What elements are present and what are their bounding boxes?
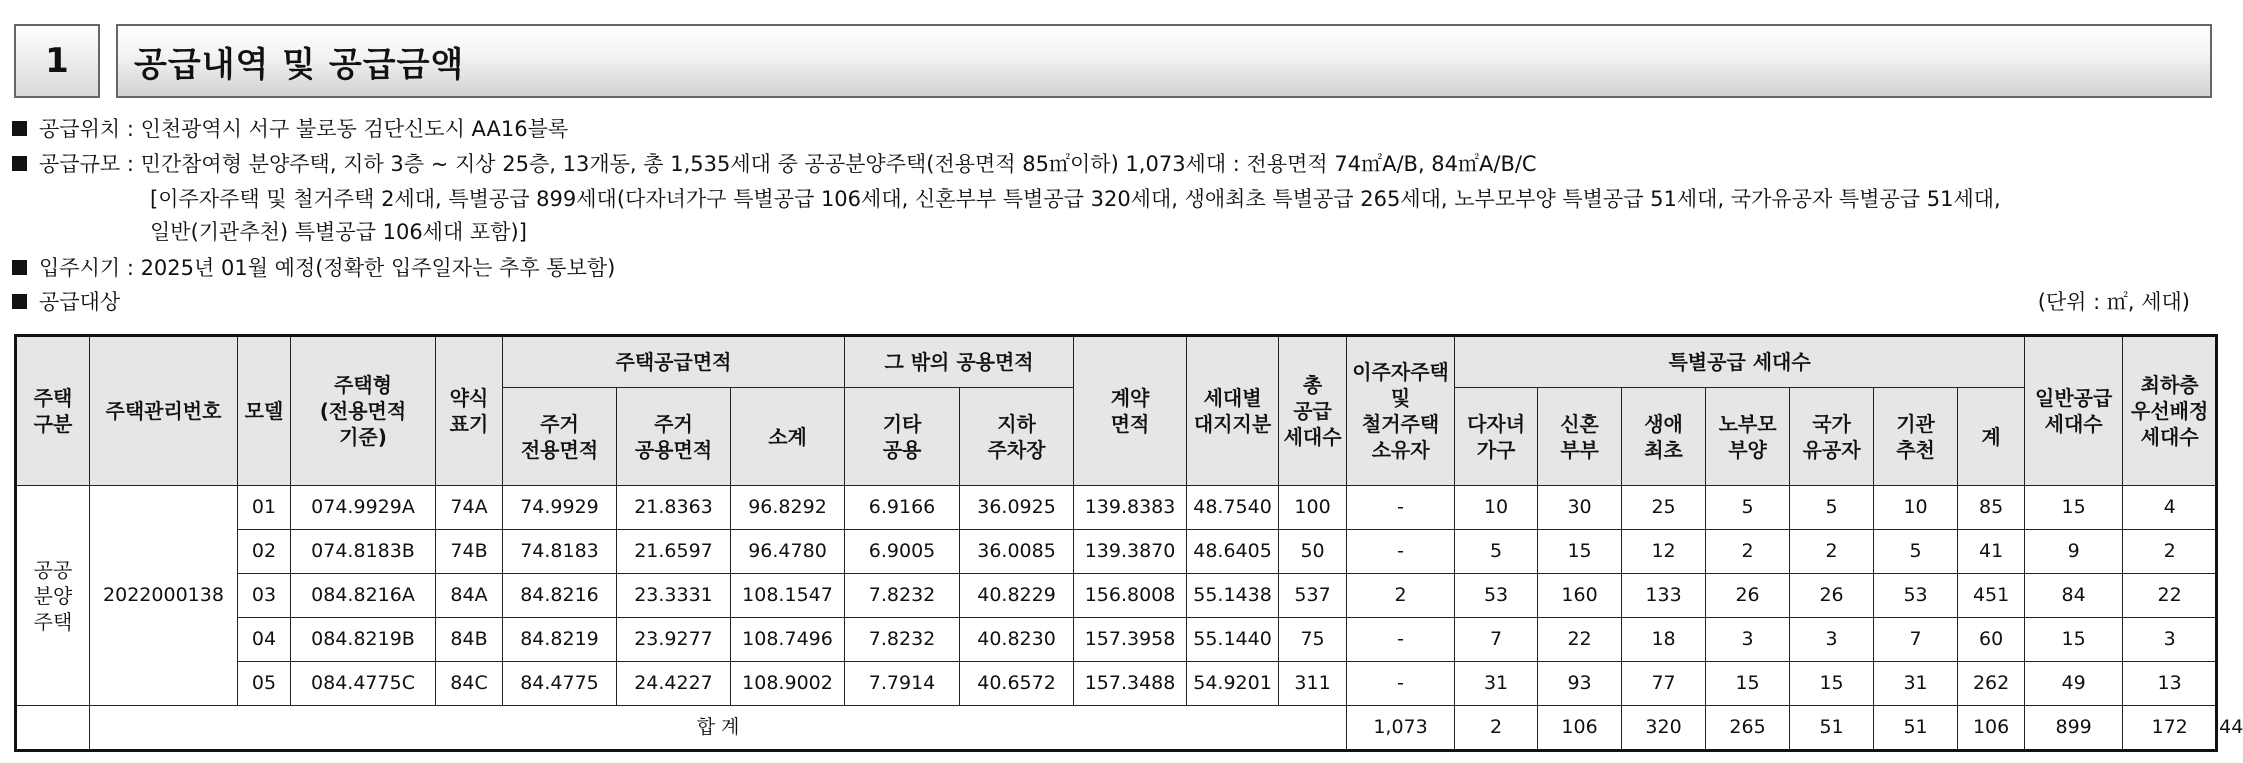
cell-s5: 15: [1790, 662, 1874, 706]
cell-low: 13: [2123, 662, 2217, 706]
cell-s6: 53: [1874, 574, 1958, 618]
cell-abbr: 84B: [436, 618, 503, 662]
cell-sum-s5: 51: [1874, 706, 1958, 751]
th-special: 특별공급 세대수: [1455, 336, 2025, 388]
cell-gen: 15: [2025, 618, 2123, 662]
cell-oth: 6.9166: [845, 486, 960, 530]
cell-reloc: -: [1347, 530, 1455, 574]
cell-sum-label: 합 계: [90, 706, 1347, 751]
th-veteran: 국가 유공자: [1790, 388, 1874, 486]
cell-type: 084.8216A: [291, 574, 436, 618]
cell-sum-s4: 51: [1790, 706, 1874, 751]
th-multi-child: 다자녀 가구: [1455, 388, 1538, 486]
cell-s6: 10: [1874, 486, 1958, 530]
cell-s2: 30: [1538, 486, 1622, 530]
bullet-square-icon: [12, 156, 27, 171]
info-scale: 공급규모 : 민간참여형 분양주택, 지하 3층 ~ 지상 25층, 13개동, 총 1,535세대 중 공공분양주택(전용면적 85㎡이하) 1,073세대 : 전용면적 74㎡A/B, 84㎡A/B/C: [12, 148, 1537, 178]
cell-oth: 7.7914: [845, 662, 960, 706]
th-model: 모델: [238, 336, 291, 486]
cell-sub: 108.7496: [731, 618, 845, 662]
cell-s1: 31: [1455, 662, 1538, 706]
cell-s4: 15: [1706, 662, 1790, 706]
th-exclusive: 주거 전용면적: [503, 388, 617, 486]
cell-oth: 7.8232: [845, 574, 960, 618]
cell-land: 48.6405: [1187, 530, 1279, 574]
cell-type: 074.9929A: [291, 486, 436, 530]
cell-sub: 96.8292: [731, 486, 845, 530]
cell-total: 537: [1279, 574, 1347, 618]
cell-excl: 84.4775: [503, 662, 617, 706]
cell-s6: 5: [1874, 530, 1958, 574]
bullet-square-icon: [12, 260, 27, 275]
cell-s3: 25: [1622, 486, 1706, 530]
cell-low: 3: [2123, 618, 2217, 662]
th-special-total: 계: [1958, 388, 2025, 486]
cell-gen: 9: [2025, 530, 2123, 574]
cell-type: 074.8183B: [291, 530, 436, 574]
cell-sum-reloc: 2: [1455, 706, 1538, 751]
cell-s1: 53: [1455, 574, 1538, 618]
cell-sum-gen: 172: [2123, 706, 2217, 751]
info-target: 공급대상: [12, 286, 120, 316]
cell-contract: 157.3488: [1074, 662, 1187, 706]
cell-excl: 74.9929: [503, 486, 617, 530]
cell-reloc: 2: [1347, 574, 1455, 618]
info-location: 공급위치 : 인천광역시 서구 불로동 검단신도시 AA16블록: [12, 113, 568, 143]
cell-sub: 96.4780: [731, 530, 845, 574]
info-scale-cont1: [이주자주택 및 철거주택 2세대, 특별공급 899세대(다자녀가구 특별공급 106세대, 신혼부부 특별공급 320세대, 생애최초 특별공급 265세대, 노부모부양 특별공급 51세대, 국가유공자 특별공급 51세대,: [150, 187, 2001, 211]
cell-sum-s6: 106: [1958, 706, 2025, 751]
cell-reloc: -: [1347, 662, 1455, 706]
cell-s6: 31: [1874, 662, 1958, 706]
cell-s3: 133: [1622, 574, 1706, 618]
th-first-time: 생애 최초: [1622, 388, 1706, 486]
th-housing-type: 주택형 (전용면적 기준): [291, 336, 436, 486]
cell-total: 100: [1279, 486, 1347, 530]
cell-gen: 84: [2025, 574, 2123, 618]
cell-low: 4: [2123, 486, 2217, 530]
cell-s3: 77: [1622, 662, 1706, 706]
supply-table: [14, 334, 2243, 752]
th-relocation: 이주자주택 및 철거주택 소유자: [1347, 336, 1455, 486]
cell-sum-s3: 265: [1706, 706, 1790, 751]
cell-sum-total: 1,073: [1347, 706, 1455, 751]
cell-s2: 93: [1538, 662, 1622, 706]
cell-s3: 18: [1622, 618, 1706, 662]
th-general: 일반공급 세대수: [2025, 336, 2123, 486]
cell-stot: 451: [1958, 574, 2025, 618]
section-number: 1: [14, 24, 100, 98]
cell-land: 55.1440: [1187, 618, 1279, 662]
cell-sub: 108.9002: [731, 662, 845, 706]
cell-abbr: 84C: [436, 662, 503, 706]
cell-total: 75: [1279, 618, 1347, 662]
table-row: [16, 530, 2217, 574]
cell-reloc: -: [1347, 618, 1455, 662]
cell-low: 2: [2123, 530, 2217, 574]
th-mgmt-no: 주택관리번호: [90, 336, 238, 486]
cell-s5: 5: [1790, 486, 1874, 530]
cell-excl: 84.8219: [503, 618, 617, 662]
cell-stot: 85: [1958, 486, 2025, 530]
cell-excl: 74.8183: [503, 530, 617, 574]
cell-abbr: 74A: [436, 486, 503, 530]
cell-stot: 41: [1958, 530, 2025, 574]
table-row: [16, 486, 2217, 530]
table-row: [16, 662, 2217, 706]
th-land-share: 세대별 대지지분: [1187, 336, 1279, 486]
cell-park: 40.8229: [960, 574, 1074, 618]
cell-s4: 5: [1706, 486, 1790, 530]
cell-total: 50: [1279, 530, 1347, 574]
cell-land: 48.7540: [1187, 486, 1279, 530]
th-other-area: 그 밖의 공용면적: [845, 336, 1074, 388]
cell-model: 05: [238, 662, 291, 706]
cell-s2: 22: [1538, 618, 1622, 662]
cell-excl: 84.8216: [503, 574, 617, 618]
cell-type: 084.4775C: [291, 662, 436, 706]
th-newlywed: 신혼 부부: [1538, 388, 1622, 486]
cell-sub: 108.1547: [731, 574, 845, 618]
cell-total: 311: [1279, 662, 1347, 706]
cell-park: 36.0925: [960, 486, 1074, 530]
cell-model: 04: [238, 618, 291, 662]
cell-contract: 139.3870: [1074, 530, 1187, 574]
cell-land: 55.1438: [1187, 574, 1279, 618]
cell-comm: 21.8363: [617, 486, 731, 530]
cell-abbr: 84A: [436, 574, 503, 618]
cell-contract: 139.8383: [1074, 486, 1187, 530]
cell-s4: 26: [1706, 574, 1790, 618]
cell-sum-blank: [16, 706, 90, 751]
cell-reloc: -: [1347, 486, 1455, 530]
cell-sum-stot: 899: [2025, 706, 2123, 751]
cell-park: 40.6572: [960, 662, 1074, 706]
th-contract-area: 계약 면적: [1074, 336, 1187, 486]
cell-comm: 21.6597: [617, 530, 731, 574]
cell-model: 02: [238, 530, 291, 574]
cell-sum-s2: 320: [1622, 706, 1706, 751]
cell-low: 22: [2123, 574, 2217, 618]
th-supply-area: 주택공급면적: [503, 336, 845, 388]
th-elderly: 노부모 부양: [1706, 388, 1790, 486]
info-scale-cont2: 일반(기관추천) 특별공급 106세대 포함)]: [150, 220, 527, 244]
cell-comm: 23.3331: [617, 574, 731, 618]
th-house-type: 주택 구분: [16, 336, 90, 486]
cell-oth: 6.9005: [845, 530, 960, 574]
cell-comm: 24.4227: [617, 662, 731, 706]
cell-park: 40.8230: [960, 618, 1074, 662]
cell-s5: 2: [1790, 530, 1874, 574]
th-top-floor: 최하층 우선배정 세대수: [2123, 336, 2217, 486]
cell-land: 54.9201: [1187, 662, 1279, 706]
info-move-in: 입주시기 : 2025년 01월 예정(정확한 입주일자는 추후 통보함): [12, 252, 615, 282]
bullet-square-icon: [12, 294, 27, 309]
cell-s4: 2: [1706, 530, 1790, 574]
cell-park: 36.0085: [960, 530, 1074, 574]
cell-s1: 7: [1455, 618, 1538, 662]
cell-contract: 156.8008: [1074, 574, 1187, 618]
cell-model: 01: [238, 486, 291, 530]
cell-s1: 10: [1455, 486, 1538, 530]
table-row: [16, 574, 2217, 618]
th-institution: 기관 추천: [1874, 388, 1958, 486]
th-other-common: 기타 공용: [845, 388, 960, 486]
cell-abbr: 74B: [436, 530, 503, 574]
cell-s5: 26: [1790, 574, 1874, 618]
table-row: [16, 618, 2217, 662]
cell-s3: 12: [1622, 530, 1706, 574]
cell-contract: 157.3958: [1074, 618, 1187, 662]
cell-house-type: 공공 분양 주택: [16, 486, 90, 706]
cell-oth: 7.8232: [845, 618, 960, 662]
cell-gen: 49: [2025, 662, 2123, 706]
cell-type: 084.8219B: [291, 618, 436, 662]
cell-s6: 7: [1874, 618, 1958, 662]
th-subtotal: 소계: [731, 388, 845, 486]
cell-s1: 5: [1455, 530, 1538, 574]
th-common: 주거 공용면적: [617, 388, 731, 486]
th-total-units: 총 공급 세대수: [1279, 336, 1347, 486]
th-parking: 지하 주차장: [960, 388, 1074, 486]
bullet-square-icon: [12, 121, 27, 136]
cell-comm: 23.9277: [617, 618, 731, 662]
cell-stot: 60: [1958, 618, 2025, 662]
sum-row: 합 계 1,073 2 106 320 265 51 51 106 899 172 44: [16, 706, 2217, 751]
th-abbrev: 약식 표기: [436, 336, 503, 486]
cell-s2: 15: [1538, 530, 1622, 574]
cell-s2: 160: [1538, 574, 1622, 618]
cell-model: 03: [238, 574, 291, 618]
cell-gen: 15: [2025, 486, 2123, 530]
section-title: 공급내역 및 공급금액: [116, 24, 2212, 98]
cell-mgmt-no: 2022000138: [90, 486, 238, 706]
cell-s4: 3: [1706, 618, 1790, 662]
cell-stot: 262: [1958, 662, 2025, 706]
unit-note: (단위 : ㎡, 세대): [2037, 290, 2190, 314]
cell-s5: 3: [1790, 618, 1874, 662]
cell-sum-s1: 106: [1538, 706, 1622, 751]
